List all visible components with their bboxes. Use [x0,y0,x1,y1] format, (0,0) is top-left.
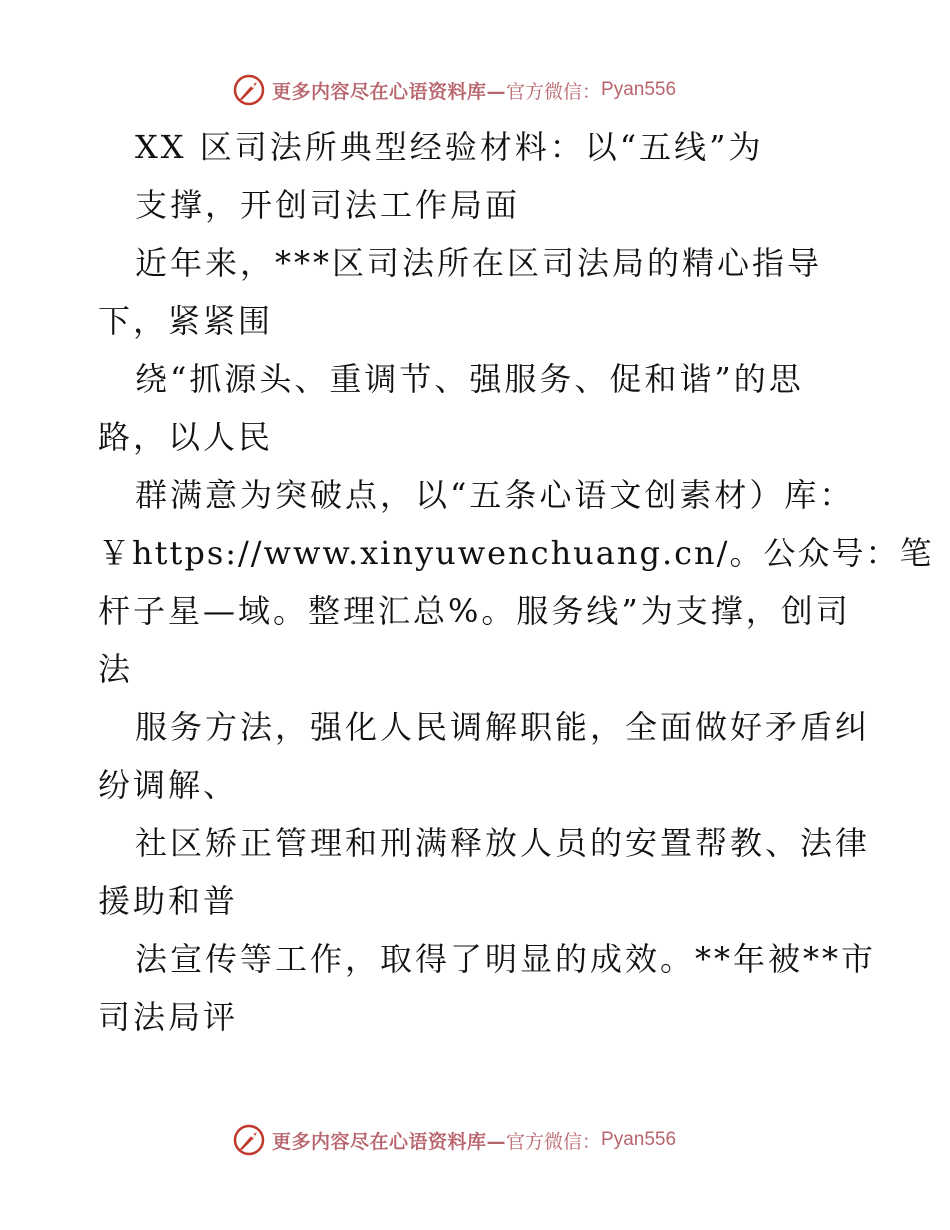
header-watermark-banner [232,72,676,108]
footer-banner-text: 更多内容尽在心语资料库— [272,1130,507,1153]
header-banner-text: 更多内容尽在心语资料库— [272,80,507,103]
footer-watermark-banner [232,1122,676,1158]
paragraph-line-url: ￥https://www.xinyuwenchuang.cn/。公众号：笔 [98,534,934,572]
paragraph-line: 路，以人民 [98,418,274,456]
footer-wechat-id: Pyan556 [601,1129,677,1150]
paragraph-line: 群满意为突破点，以“五条心语文创素材）库： [135,476,855,514]
paragraph-line: 法宣传等工作，取得了明显的成效。**年被**市 [135,940,877,978]
paragraph-line: 社区矫正管理和刑满释放人员的安置帮教、法律 [135,824,871,862]
doc-title-line-1: XX 区司法所典型经验材料：以“五线”为 [135,128,764,166]
paragraph-line: 绕“抓源头、重调节、强服务、促和谐”的思 [135,360,804,398]
pen-nib-logo-icon [232,73,266,107]
paragraph-line: 法 [98,650,134,688]
paragraph-line: 下，紧紧围 [98,302,274,340]
paragraph-line: 近年来，***区司法所在区司法局的精心指导 [135,244,823,282]
header-wechat-label: 官方微信： [506,80,602,103]
footer-wechat-label: 官方微信： [506,1130,602,1153]
paragraph-line: 援助和普 [98,882,239,920]
doc-title-line-2: 支撑，开创司法工作局面 [135,186,521,224]
header-wechat-id: Pyan556 [601,79,677,100]
paragraph-line: 杆子星—域。整理汇总%。服务线”为支撑，创司 [98,592,851,630]
pen-nib-logo-icon [232,1123,266,1157]
paragraph-line: 司法局评 [98,998,239,1036]
paragraph-line: 服务方法，强化人民调解职能，全面做好矛盾纠 [135,708,871,746]
paragraph-line: 纷调解、 [98,766,239,804]
